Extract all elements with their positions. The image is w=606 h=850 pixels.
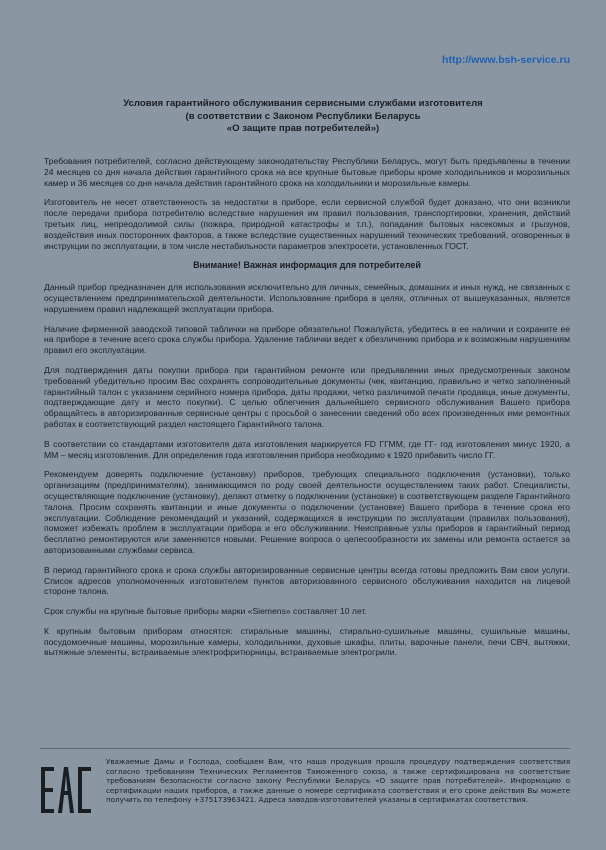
paragraph-purpose: Данный прибор предназначен для использования исключительно для личных, семейных, домашних и иных нужд, не связанных с осуществлением предпринимательской деятельности. Использование прибора в целях, отличных от вышеуказанных, является нарушением правил надлежащей эксплуатации прибора. bbox=[44, 282, 570, 314]
paragraph-nameplate: Наличие фирменной заводской типовой таблички на приборе обязательно! Пожалуйста, убедитесь в ее наличии и сохраните ее на приборе в течение всего срока службы прибора. Удаление таблички ведет к обезличению прибора и к возможным нарушениям правил его эксплуатации. bbox=[44, 323, 570, 356]
paragraph-liability: Изготовитель не несет ответственность за недостатки в приборе, если сервисной службой будет доказано, что они возникли после передачи прибора потребителю вследствие нарушения им правил пользования, транспортировки, хранения, действий третьих лиц, непреодолимой силы (пожара, природной катастрофы и т.п.), попадания бытовых насекомых и грызунов, воздействия иных посторонних факторов, а также вследствие существенных нарушений технических требований, оговоренных в инструкции по эксплуатации, в том числе нестабильности параметров электросети, установленных ГОСТ. bbox=[44, 197, 570, 251]
title-line-3: «О защите прав потребителей») bbox=[226, 123, 380, 134]
certification-text: Уважаемые Дамы и Господа, сообщаем Вам, что наша продукция прошла процедуру подтверждения соответствия согласно требованиям Технических Регламентов Таможенного союза, а также сертифицирована на соответствие требованиям безопасности согласно закону Республики Беларусь «О защите прав потребителей». Информацию о сертификации наших приборов, а также данные о номере сертификата соответствия и его сроке действия Вы можете получить по телефону +375173963421. Адреса заводов-изготовителей указаны в сертификатах соответствия. bbox=[106, 757, 570, 805]
paragraph-installation: Рекомендуем доверять подключение (установку) приборов, требующих специального подключения (установки), только организациям (предпринимателям), занимающимся по роду своей деятельности осуществлением таких работ. Специалисты, осуществляющие подключение (установку), делают отметку о подключении (установке) в соответствующем разделе Гарантийного талона. Просим сохранять квитанции и иные документы о подключении (установке) Вашего прибора в течение срока его эксплуатации. Соблюдение рекомендаций и указаний, содержащихся в инструкции по эксплуатации (правилах пользования), поможет избежать проблем в эксплуатации прибора и его обслуживании. Неисправные узлы приборов в гарантийный период бесплатно ремонтируются или заменяются новыми. Решение вопроса о целесообразности их замены или ремонта остается за авторизованными службами сервиса. bbox=[44, 469, 570, 555]
certification-footer bbox=[40, 748, 570, 819]
title-line-2: (в соответствии с Законом Республики Беларусь bbox=[185, 110, 421, 122]
title-line-1: Условия гарантийного обслуживания сервисными службами изготовителя bbox=[123, 98, 483, 109]
attention-heading: Внимание! Важная информация для потребителей bbox=[193, 260, 421, 271]
paragraph-large-appliances: К крупным бытовым приборам относятся: стиральные машины, стирально-сушильные машины, сушильные машины, посудомоечные машины, морозильные камеры, холодильники, духовые шкафы, плиты, варочные панели, печи СВЧ, вытяжки, вытяжные элементы, встраиваемые электрофритюрницы, встраиваемые электрогрили. bbox=[44, 625, 570, 658]
paragraph-manufacture-date: В соответствии со стандартами изготовителя дата изготовления маркируется FD ГГММ, где ГГ- год изготовления минус 1920, а ММ – месяц изготовления. Для определения года изготовления прибора необходимо к 1920 прибавить число ГГ. bbox=[44, 438, 570, 460]
eac-logo-icon bbox=[40, 761, 92, 819]
paragraph-warranty-period: Требования потребителей, согласно действующему законодательству Республики Беларусь, могут быть предъявлены в течении 24 месяцев со дня начала действия гарантийного срока на все крупные бытовые приборы кроме холодильников и морозильных камер и 36 месяцев со дня начала действия гарантийного срока на холодильники и морозильные камеры. bbox=[44, 156, 570, 188]
paragraph-service-centers: В период гарантийного срока и срока службы авторизированные сервисные центры всегда готовы предложить Вам свои услуги. Список адресов уполномоченных изготовителем пунктов авторизованного сервисного обслуживания находится на лицевой стороне талона. bbox=[44, 564, 570, 597]
service-url-link[interactable]: http://www.bsh-service.ru bbox=[442, 54, 570, 66]
page-title bbox=[40, 98, 566, 136]
paragraph-documents: Для подтверждения даты покупки прибора при гарантийном ремонте или предъявлении иных предусмотренных законом требований убедительно просим Вас сохранять сопроводительные документы (чек, квитанцию, правильно и четко заполненный гарантийный талон с указанием серийного номера прибора, даты продажи, четко различимой печати продавца, иные документы, подтверждающие дату и место покупки). С целью облегчения дальнейшего сервисного обслуживания Вашего прибора обращайтесь в авторизированные сервисные центры с просьбой о занесении сведений обо всех произведенных ими ремонтных работах в соответствующий раздел настоящего Гарантийного талона. bbox=[44, 364, 570, 429]
paragraph-service-life: Срок службы на крупные бытовые приборы марки «Siemens» составляет 10 лет. bbox=[44, 606, 367, 617]
warranty-content bbox=[44, 156, 570, 667]
